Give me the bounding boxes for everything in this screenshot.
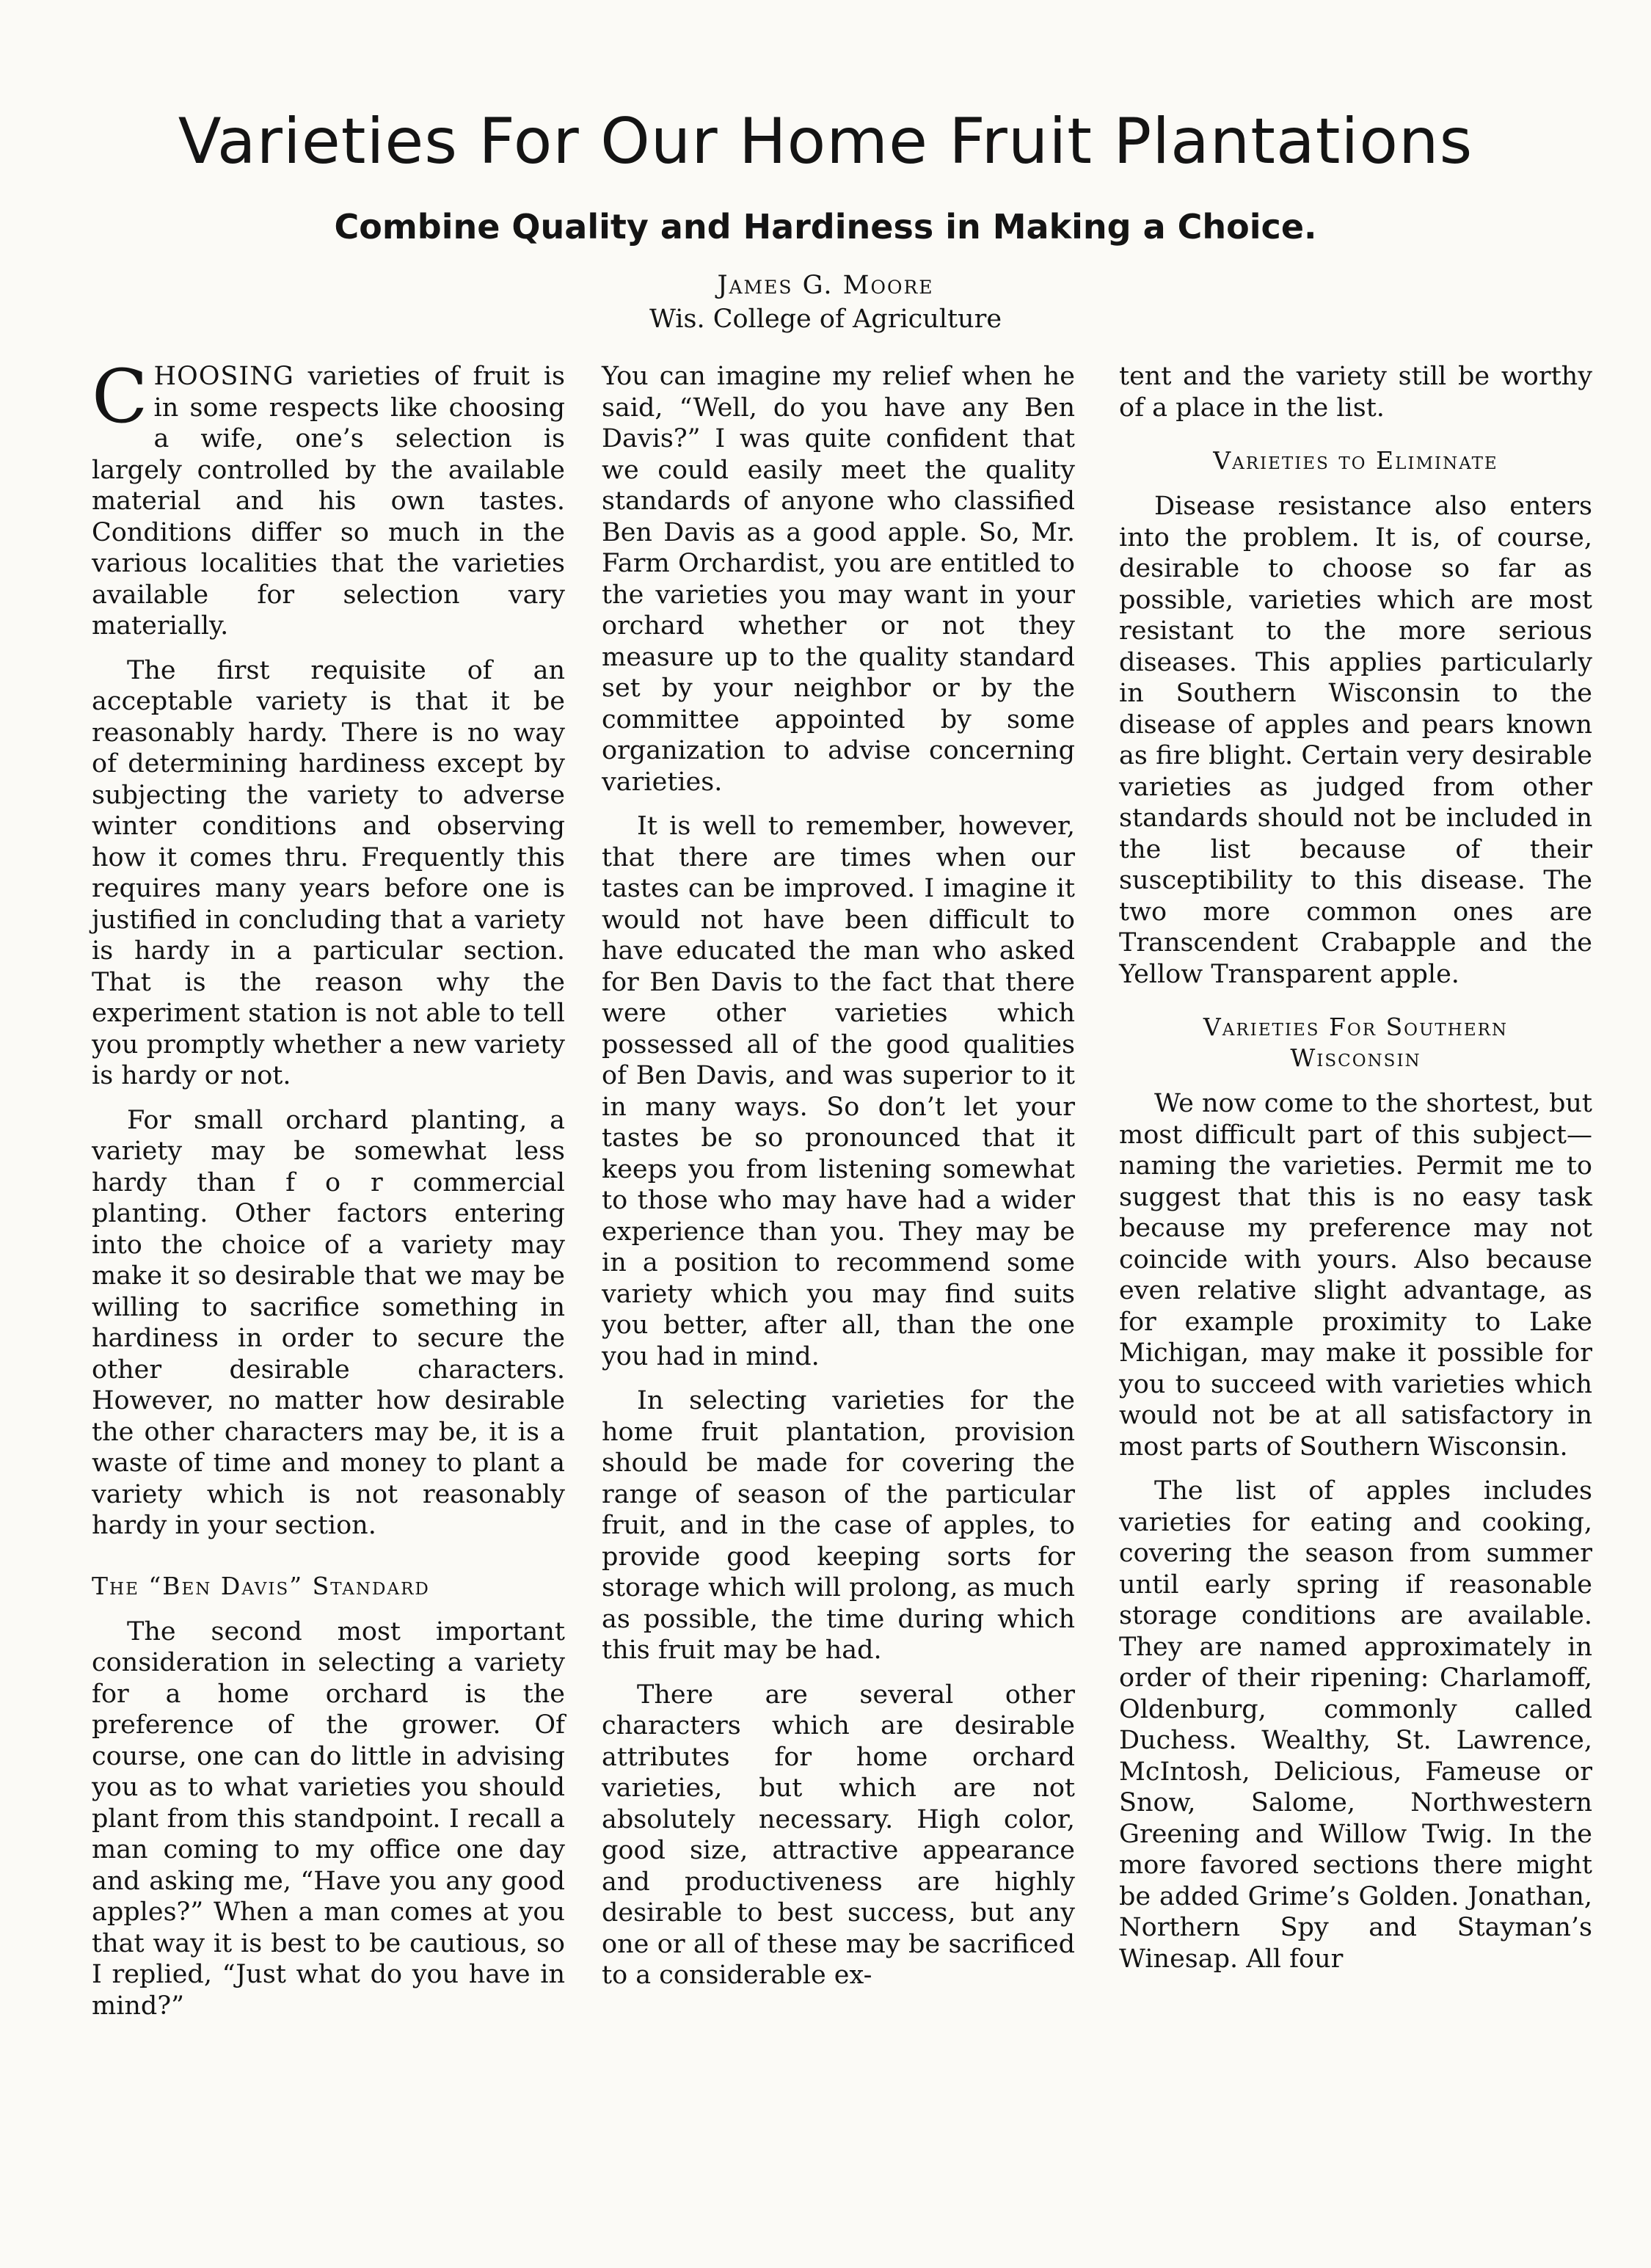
paragraph: You can imagine my relief when he said, “Well, do you have any Ben Davis?” I was quite confident that we could easily meet the quality standards of anyone who classified Ben Davis as a good apple. So, Mr. Farm Orchardist, you are entitled to the varieties you may want in your orchard whether or not they measure up to the quality standard set by your neighbor or by the committee appointed by some organization to advise concerning varieties. <box>602 362 1075 797</box>
paragraph: We now come to the shortest, but most difficult part of this subject—naming the varieties. Permit me to suggest that this is no easy task because my preference may not coincide with yours. Also because even relative slight advantage, as for example proximity to Lake Michigan, may make it possible for you to succeed with varieties which would not be at all satisfactory in most parts of Southern Wisconsin. <box>1119 1089 1592 1462</box>
heading-line: Varieties For Southern <box>1203 1013 1509 1041</box>
section-heading <box>1119 1012 1592 1073</box>
heading-line: Wisconsin <box>1290 1043 1421 1072</box>
column-2 <box>602 361 1075 2005</box>
paragraph: tent and the variety still be worthy of a place in the list. <box>1119 362 1592 423</box>
paragraph: The list of apples includes varieties for eating and cooking, covering the season from summer until early spring if reasonable storage conditions are available. They are named approximately in order of their ripening: Charlamoff, Oldenburg, commonly called Duchess. Wealthy, St. Lawrence, McIntosh, Delicious, Fameuse or Snow, Salome, Northwestern Greening and Willow Twig. In the more favored sections there might be added Grime’s Golden. Jonathan, Northern Spy and Stayman’s Winesap. All four <box>1119 1476 1592 1974</box>
paragraph: In selecting varieties for the home fruit plantation, provision should be made for covering the range of season of the particular fruit, and in the case of apples, to provide good keeping sorts for storage which will prolong, as much as possible, the time during which this fruit may be had. <box>602 1386 1075 1665</box>
paragraph: The first requisite of an acceptable variety is that it be reasonably hardy. There is no way of determining hardiness except by subjecting the variety to adverse winter conditions and observing how it comes thru. Frequently this requires many years before one is justified in concluding that a variety is hardy in a particular section. That is the reason why the experiment station is not able to tell you promptly whether a new variety is hardy or not. <box>92 655 565 1090</box>
column-1 <box>92 354 565 2035</box>
paragraph: For small orchard planting, a variety may be somewhat less hardy than f o r commercial planting. Other factors entering into the choice of a variety may make it so desirable that we may be willing to sacrifice something in hardiness in order to secure the other desirable characters. However, no matter how desirable the other characters may be, it is a waste of time and money to plant a variety which is not reasonably hardy in your section. <box>92 1105 565 1540</box>
column-3 <box>1119 361 1592 1988</box>
paragraph: It is well to remember, however, that there are times when our tastes can be improved. I imagine it would not have been difficult to have educated the man who asked for Ben Davis to the fact that there were other varieties which possessed all of the good qualities of Ben Davis, and was superior to it in many ways. So don’t let your tastes be so pronounced that it keeps you from listening somewhat to those who may have had a wider experience than you. They may be in a position to recommend some variety which you may find suits you better, after all, than the one you had in mind. <box>602 812 1075 1371</box>
paragraph-text: varieties of fruit is in some respects like choosing a wife, one’s selection is largely controlled by the available material and his own tastes. Conditions differ so much in the various localities that the varieties available for selection vary materially. <box>92 362 565 641</box>
section-heading: The “Ben Davis” Standard <box>92 1571 430 1600</box>
paragraph: Disease resistance also enters into the problem. It is, of course, desirable to choose so far as possible, varieties which are most resistant to the more serious diseases. This applies particularly in Southern Wisconsin to the disease of apples and pears known as fire blight. Certain very desirable varieties as judged from other standards should not be included in the list because of their susceptibility to this disease. The two more common ones are Transcendent Crabapple and the Yellow Transparent apple. <box>1119 492 1592 989</box>
paragraph <box>92 354 565 642</box>
author-affiliation: Wis. College of Agriculture <box>649 305 1002 334</box>
drop-cap: C <box>92 354 148 440</box>
article-subtitle: Combine Quality and Hardiness in Making a Choice. <box>334 207 1317 247</box>
paragraph: The second most important consideration in selecting a variety for a home orchard is the preference of the grower. Of course, one can do little in advising you as to what varieties you should plant from this standpoint. I recall a man coming to my office one day and asking me, “Have you any good apples?” When a man comes at you that way it is best to be cautious, so I replied, “Just what do you have in mind?” <box>92 1616 565 2021</box>
author-name: James G. Moore <box>717 271 934 300</box>
lead-word: HOOSING <box>153 362 294 391</box>
paragraph: There are several other characters which are desirable attributes for home orchard varieties, but which are not absolutely necessary. High color, good size, attractive appearance and productiveness are highly desirable to best success, but any one or all of these may be sacrificed to a considerable ex- <box>602 1680 1075 1990</box>
section-heading: Varieties to Eliminate <box>1213 446 1498 475</box>
article-title: Varieties For Our Home Fruit Plantations <box>178 105 1473 178</box>
